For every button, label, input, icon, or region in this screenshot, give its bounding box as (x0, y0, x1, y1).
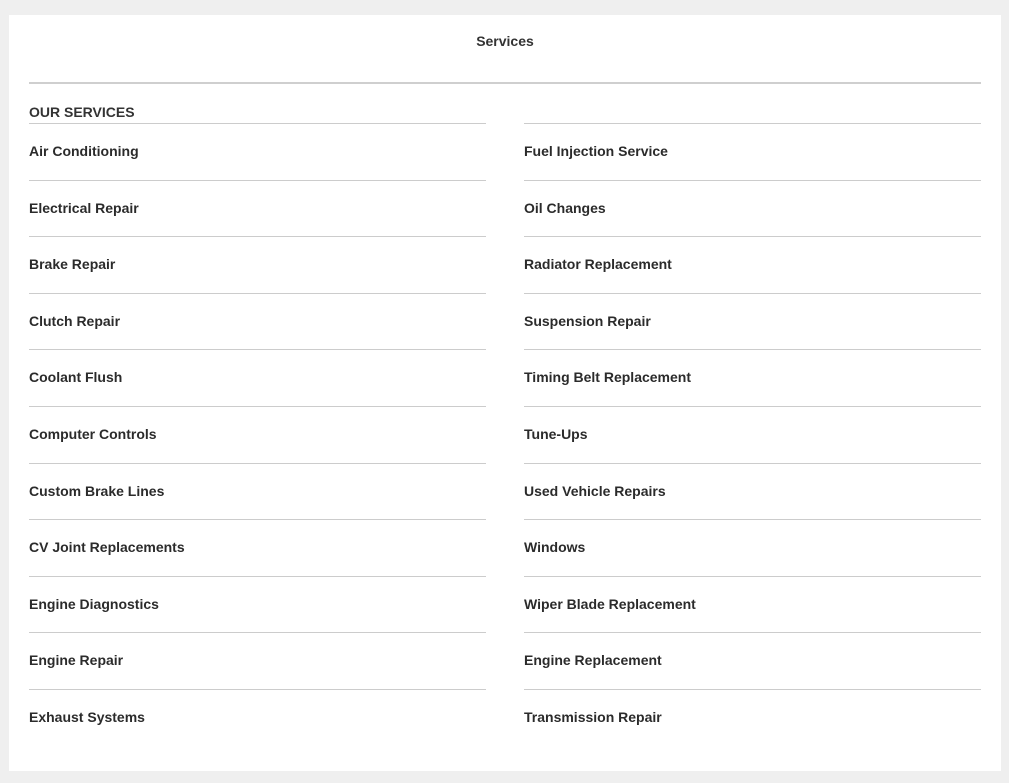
service-item[interactable]: Engine Diagnostics (29, 577, 486, 634)
services-column-right (524, 103, 981, 747)
service-item[interactable]: Air Conditioning (29, 124, 486, 181)
service-item[interactable]: CV Joint Replacements (29, 520, 486, 577)
services-panel (9, 15, 1001, 771)
service-item[interactable]: Engine Repair (29, 633, 486, 690)
service-list-right (524, 123, 981, 747)
service-item[interactable]: Brake Repair (29, 237, 486, 294)
services-column-left (29, 103, 486, 747)
service-item[interactable]: Engine Replacement (524, 633, 981, 690)
section-heading: OUR SERVICES (29, 104, 135, 120)
service-item[interactable]: Transmission Repair (524, 708, 662, 725)
heading-spacer (524, 103, 981, 123)
service-item[interactable]: Suspension Repair (524, 294, 981, 351)
service-list-left (29, 123, 486, 747)
service-item[interactable]: Wiper Blade Replacement (524, 577, 981, 634)
service-item[interactable]: Computer Controls (29, 407, 486, 464)
service-item[interactable]: Oil Changes (524, 181, 981, 238)
page-title: Services (476, 33, 534, 49)
service-item[interactable]: Radiator Replacement (524, 237, 981, 294)
service-item[interactable]: Coolant Flush (29, 350, 486, 407)
service-item[interactable]: Electrical Repair (29, 181, 486, 238)
service-item[interactable]: Custom Brake Lines (29, 464, 486, 521)
title-divider (29, 82, 981, 84)
service-item[interactable]: Exhaust Systems (29, 708, 145, 725)
service-item[interactable]: Timing Belt Replacement (524, 350, 981, 407)
service-item[interactable]: Fuel Injection Service (524, 124, 981, 181)
service-item[interactable]: Tune-Ups (524, 407, 981, 464)
service-item[interactable]: Windows (524, 520, 981, 577)
service-item[interactable]: Used Vehicle Repairs (524, 464, 981, 521)
service-item[interactable]: Clutch Repair (29, 294, 486, 351)
